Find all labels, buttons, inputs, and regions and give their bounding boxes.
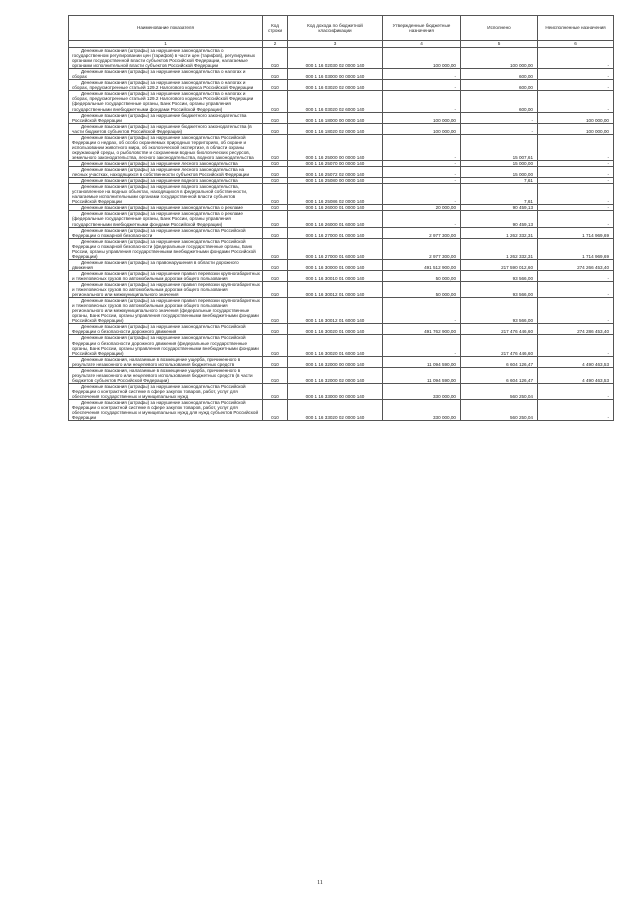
header-unexecuted: Неисполненные назначения	[538, 16, 614, 41]
table-row	[69, 383, 614, 399]
row-line-code-cell: 010	[263, 259, 288, 270]
row-approved-cell: 2 977 300,00	[383, 238, 461, 259]
row-income-code-cell: 000 1 16 30020 01 6000 140	[288, 335, 383, 356]
row-unexecuted-cell: -	[538, 178, 614, 184]
row-income-code-cell: 000 1 16 32000 00 0000 140	[288, 356, 383, 367]
table-row	[69, 282, 614, 298]
row-executed-cell: 15 000,00	[461, 160, 538, 166]
row-unexecuted-cell: -	[538, 69, 614, 80]
row-line-code-cell: 010	[263, 112, 288, 123]
row-name-cell: Денежные взыскания (штрафы) за нарушение законодательства о налогах и сборах	[69, 69, 263, 80]
row-executed-cell: 7,61	[461, 184, 538, 205]
column-number: 1	[69, 41, 263, 48]
row-line-code-cell: 010	[263, 335, 288, 356]
row-income-code-cell: 000 1 16 02030 02 0000 140	[288, 48, 383, 69]
row-executed-cell: 217 590 012,60	[461, 259, 538, 270]
row-line-code-cell: 010	[263, 178, 288, 184]
row-executed-cell: 15 007,61	[461, 134, 538, 160]
row-income-code-cell: 000 1 16 30020 01 0000 140	[288, 324, 383, 335]
row-unexecuted-cell: -	[538, 91, 614, 112]
row-approved-cell: -	[383, 211, 461, 227]
row-approved-cell: 20 000,00	[383, 205, 461, 211]
row-approved-cell: 2 977 300,00	[383, 227, 461, 238]
row-name-cell: Денежные взыскания (штрафы) за нарушение правил перевозки крупногабаритных и тяжеловесных грузов по автомобильным дорогам общего пользования регионального или межмуниципального значения	[69, 282, 263, 298]
row-approved-cell: -	[383, 167, 461, 178]
row-unexecuted-cell: -	[538, 160, 614, 166]
row-unexecuted-cell: 4 490 463,53	[538, 367, 614, 383]
row-executed-cell: 217 476 446,60	[461, 335, 538, 356]
table-row	[69, 48, 614, 69]
row-unexecuted-cell: 1 714 969,69	[538, 227, 614, 238]
row-executed-cell: 90 459,13	[461, 211, 538, 227]
row-executed-cell: 6 604 126,47	[461, 367, 538, 383]
row-line-code-cell: 010	[263, 80, 288, 91]
table-row	[69, 335, 614, 356]
row-executed-cell: 93 566,00	[461, 298, 538, 324]
row-line-code-cell: 010	[263, 123, 288, 134]
row-name-cell: Денежные взыскания, налагаемые в возмещение ущерба, причиненного в результате незаконного или нецелевого использования бюджетных средств	[69, 356, 263, 367]
page-number: 11	[317, 880, 323, 886]
row-name-cell: Денежные взыскания, налагаемые в возмещение ущерба, причиненного в результате незаконного или нецелевого использования бюджетных средств (в части бюджетов субъектов Российской Федерации)	[69, 367, 263, 383]
row-executed-cell: 15 000,00	[461, 167, 538, 178]
row-executed-cell: 93 566,00	[461, 282, 538, 298]
row-income-code-cell: 000 1 16 33020 02 0000 140	[288, 400, 383, 421]
row-unexecuted-cell: -	[538, 167, 614, 178]
row-income-code-cell: 000 1 16 25086 02 0000 140	[288, 184, 383, 205]
header-executed: Исполнено	[461, 16, 538, 41]
row-income-code-cell: 000 1 16 03020 02 0000 140	[288, 80, 383, 91]
row-unexecuted-cell: 4 490 463,53	[538, 356, 614, 367]
row-income-code-cell: 000 1 16 30010 01 0000 140	[288, 270, 383, 281]
row-income-code-cell: 000 1 16 18000 00 0000 140	[288, 112, 383, 123]
row-income-code-cell: 000 1 16 33000 00 0000 140	[288, 383, 383, 399]
row-line-code-cell: 010	[263, 205, 288, 211]
column-number: 4	[383, 41, 461, 48]
row-income-code-cell: 000 1 16 30012 01 0000 140	[288, 282, 383, 298]
table-row	[69, 324, 614, 335]
row-approved-cell: -	[383, 69, 461, 80]
table-row	[69, 259, 614, 270]
row-approved-cell: 50 000,00	[383, 270, 461, 281]
row-name-cell: Денежные взыскания (штрафы) за нарушение лесного законодательства	[69, 160, 263, 166]
row-line-code-cell: 010	[263, 48, 288, 69]
row-unexecuted-cell: -	[538, 400, 614, 421]
row-name-cell: Денежные взыскания (штрафы) за нарушение законодательства о рекламе	[69, 205, 263, 211]
row-unexecuted-cell: 100 000,00	[538, 112, 614, 123]
row-line-code-cell: 010	[263, 270, 288, 281]
row-income-code-cell: 000 1 16 18020 02 0000 140	[288, 123, 383, 134]
table-row	[69, 160, 614, 166]
row-name-cell: Денежные взыскания (штрафы) за нарушение законодательства о государственном регулировании цен (тарифов) в части цен (тарифов), регулируемых органами государственной власти субъектов Российской Федерации, налагаемые органами исполнительной власти субъектов Российской Федерации	[69, 48, 263, 69]
table-body	[69, 48, 614, 421]
row-approved-cell: -	[383, 335, 461, 356]
row-line-code-cell: 010	[263, 324, 288, 335]
row-executed-cell: 1 262 332,31	[461, 227, 538, 238]
row-unexecuted-cell: -	[538, 80, 614, 91]
row-name-cell: Денежные взыскания (штрафы) за нарушение водного законодательства, установленное на водных объектах, находящихся в федеральной собственности, налагаемые исполнительными органами государственной власти субъектов Российской Федерации	[69, 184, 263, 205]
row-approved-cell: 491 762 900,00	[383, 324, 461, 335]
row-name-cell: Денежные взыскания (штрафы) за нарушение законодательства о налогах и сборах, предусмотренные статьей 129.2 Налогового кодекса Российской Федерации (федеральные государственные органы, Банк России, органы управления государственными внебюджетными фондами Российской Федерации)	[69, 91, 263, 112]
row-income-code-cell: 000 1 16 26000 01 6000 140	[288, 211, 383, 227]
row-approved-cell: -	[383, 178, 461, 184]
row-income-code-cell: 000 1 16 32000 02 0000 140	[288, 367, 383, 383]
row-line-code-cell: 010	[263, 69, 288, 80]
row-unexecuted-cell: -	[538, 298, 614, 324]
table-row	[69, 238, 614, 259]
row-name-cell: Денежные взыскания (штрафы) за нарушение законодательства о рекламе (федеральные государственные органы, Банк России, органы управления государственными внебюджетными фондами Российской Федерации)	[69, 211, 263, 227]
row-executed-cell: -	[461, 112, 538, 123]
row-unexecuted-cell: -	[538, 134, 614, 160]
row-name-cell: Денежные взыскания (штрафы) за нарушение законодательства Российской Федерации о безопасности дорожного движения	[69, 324, 263, 335]
row-line-code-cell: 010	[263, 167, 288, 178]
header-line-code: Код строки	[263, 16, 288, 41]
row-approved-cell: 330 000,00	[383, 400, 461, 421]
row-executed-cell: 600,00	[461, 80, 538, 91]
row-income-code-cell: 000 1 16 30012 01 6000 140	[288, 298, 383, 324]
table-row	[69, 123, 614, 134]
row-unexecuted-cell: -	[538, 184, 614, 205]
table-row	[69, 112, 614, 123]
row-approved-cell: 11 094 590,00	[383, 367, 461, 383]
row-income-code-cell: 000 1 16 25000 00 0000 140	[288, 134, 383, 160]
row-name-cell: Денежные взыскания (штрафы) за нарушение законодательства Российской Федерации о контрактной системе в сфере закупок товаров, работ, услуг для обеспечения государственных и муниципальных нужд для нужд субъектов Российской Федерации	[69, 400, 263, 421]
row-income-code-cell: 000 1 16 26000 01 0000 140	[288, 205, 383, 211]
column-number: 6	[538, 41, 614, 48]
table-row	[69, 134, 614, 160]
header-approved: Утвержденные бюджетные назначения	[383, 16, 461, 41]
table-row	[69, 227, 614, 238]
row-approved-cell: -	[383, 80, 461, 91]
row-line-code-cell: 010	[263, 184, 288, 205]
row-unexecuted-cell: -	[538, 211, 614, 227]
column-number: 3	[288, 41, 383, 48]
row-executed-cell: -	[461, 123, 538, 134]
row-unexecuted-cell: -	[538, 383, 614, 399]
row-income-code-cell: 000 1 16 25070 00 0000 140	[288, 160, 383, 166]
row-name-cell: Денежные взыскания (штрафы) за нарушение законодательства Российской Федерации о контрактной системе в сфере закупок товаров, работ, услуг для обеспечения государственных и муниципальных нужд	[69, 383, 263, 399]
row-executed-cell: 560 250,04	[461, 400, 538, 421]
table-row	[69, 167, 614, 178]
header-row	[69, 16, 614, 41]
row-unexecuted-cell: -	[538, 48, 614, 69]
row-approved-cell: -	[383, 160, 461, 166]
row-name-cell: Денежные взыскания (штрафы) за нарушение правил перевозки крупногабаритных и тяжеловесных грузов по автомобильным дорогам общего пользования регионального или межмуниципального значения (федеральные государственные органы, Банк России, органы управления государственными внебюджетными фондами Российской Федерации)	[69, 298, 263, 324]
table-row	[69, 298, 614, 324]
row-income-code-cell: 000 1 16 25072 02 0000 140	[288, 167, 383, 178]
row-line-code-cell: 010	[263, 238, 288, 259]
table-row	[69, 270, 614, 281]
row-approved-cell: 100 000,00	[383, 112, 461, 123]
row-name-cell: Денежные взыскания (штрафы) за нарушение законодательства Российской Федерации о пожарной безопасности	[69, 227, 263, 238]
row-executed-cell: 7,61	[461, 178, 538, 184]
row-line-code-cell: 010	[263, 160, 288, 166]
row-income-code-cell: 000 1 16 30000 01 0000 140	[288, 259, 383, 270]
row-executed-cell: 217 476 446,60	[461, 324, 538, 335]
table-row	[69, 205, 614, 211]
row-line-code-cell: 010	[263, 227, 288, 238]
row-income-code-cell: 000 1 16 25080 00 0000 140	[288, 178, 383, 184]
row-approved-cell: 330 000,00	[383, 383, 461, 399]
row-approved-cell: 100 000,00	[383, 123, 461, 134]
table-row	[69, 91, 614, 112]
report-sheet	[68, 15, 613, 421]
row-line-code-cell: 010	[263, 91, 288, 112]
row-unexecuted-cell: -	[538, 282, 614, 298]
row-name-cell: Денежные взыскания (штрафы) за нарушение водного законодательства	[69, 178, 263, 184]
row-unexecuted-cell: -	[538, 270, 614, 281]
row-line-code-cell: 010	[263, 367, 288, 383]
row-unexecuted-cell: -	[538, 205, 614, 211]
row-executed-cell: 6 604 126,47	[461, 356, 538, 367]
row-executed-cell: 560 250,04	[461, 383, 538, 399]
table-row	[69, 367, 614, 383]
table-row	[69, 80, 614, 91]
row-name-cell: Денежные взыскания (штрафы) за нарушение законодательства о налогах и сборах, предусмотренные статьей 129.2 Налогового кодекса Российской Федерации	[69, 80, 263, 91]
income-table	[68, 15, 614, 421]
table-row	[69, 184, 614, 205]
row-income-code-cell: 000 1 16 27000 01 0000 140	[288, 227, 383, 238]
table-row	[69, 211, 614, 227]
row-line-code-cell: 010	[263, 356, 288, 367]
table-row	[69, 178, 614, 184]
row-name-cell: Денежные взыскания (штрафы) за нарушение бюджетного законодательства (в части бюджетов субъектов Российской Федерации)	[69, 123, 263, 134]
row-unexecuted-cell: -	[538, 335, 614, 356]
row-approved-cell: 491 512 900,00	[383, 259, 461, 270]
row-executed-cell: 1 262 332,31	[461, 238, 538, 259]
table-row	[69, 356, 614, 367]
row-executed-cell: 90 459,13	[461, 205, 538, 211]
row-approved-cell: -	[383, 184, 461, 205]
table-row	[69, 400, 614, 421]
row-line-code-cell: 010	[263, 400, 288, 421]
row-approved-cell: -	[383, 134, 461, 160]
column-number: 2	[263, 41, 288, 48]
row-approved-cell: 100 000,00	[383, 48, 461, 69]
row-executed-cell: 600,00	[461, 69, 538, 80]
column-number: 5	[461, 41, 538, 48]
row-unexecuted-cell: 1 714 969,69	[538, 238, 614, 259]
row-income-code-cell: 000 1 16 27000 01 6000 140	[288, 238, 383, 259]
row-income-code-cell: 000 1 16 03000 00 0000 140	[288, 69, 383, 80]
row-line-code-cell: 010	[263, 282, 288, 298]
row-executed-cell: 100 000,00	[461, 48, 538, 69]
row-line-code-cell: 010	[263, 383, 288, 399]
row-unexecuted-cell: 274 266 453,40	[538, 259, 614, 270]
row-line-code-cell: 010	[263, 298, 288, 324]
row-line-code-cell: 010	[263, 211, 288, 227]
row-executed-cell: 93 566,00	[461, 270, 538, 281]
row-name-cell: Денежные взыскания (штрафы) за нарушение лесного законодательства на лесных участках, находящихся в собственности субъектов Российской Федерации	[69, 167, 263, 178]
column-number-row	[69, 41, 614, 48]
header-name: Наименование показателя	[69, 16, 263, 41]
row-name-cell: Денежные взыскания (штрафы) за нарушение законодательства Российской Федерации о безопасности дорожного движения (федеральные государственные органы, Банк России, органы управления государственными внебюджетными фондами Российской Федерации)	[69, 335, 263, 356]
row-approved-cell: 11 094 590,00	[383, 356, 461, 367]
row-approved-cell: 50 000,00	[383, 282, 461, 298]
row-name-cell: Денежные взыскания (штрафы) за правонарушения в области дорожного движения	[69, 259, 263, 270]
row-unexecuted-cell: 274 286 453,40	[538, 324, 614, 335]
row-line-code-cell: 010	[263, 134, 288, 160]
row-unexecuted-cell: 100 000,00	[538, 123, 614, 134]
row-income-code-cell: 000 1 16 03020 02 6000 140	[288, 91, 383, 112]
table-row	[69, 69, 614, 80]
header-income-code: Код дохода по бюджетной классификации	[288, 16, 383, 41]
row-name-cell: Денежные взыскания (штрафы) за нарушение законодательства Российской Федерации о пожарной безопасности (федеральные государственные органы, Банк России, органы управления государственными внебюджетными фондами Российской Федерации)	[69, 238, 263, 259]
row-approved-cell: -	[383, 298, 461, 324]
row-name-cell: Денежные взыскания (штрафы) за нарушение бюджетного законодательства Российской Федерации	[69, 112, 263, 123]
row-executed-cell: 600,00	[461, 91, 538, 112]
row-name-cell: Денежные взыскания (штрафы) за нарушение законодательства Российской Федерации о недрах, об особо охраняемых природных территориях, об охране и использовании животного мира, об экологической экспертизе, в области охраны окружающей среды, о рыболовстве и сохранении водных биологических ресурсов, земельного законодательства, лесного законодательства, водного законодательства	[69, 134, 263, 160]
row-approved-cell: -	[383, 91, 461, 112]
row-name-cell: Денежные взыскания (штрафы) за нарушение правил перевозки крупногабаритных и тяжеловесных грузов по автомобильным дорогам общего пользования	[69, 270, 263, 281]
